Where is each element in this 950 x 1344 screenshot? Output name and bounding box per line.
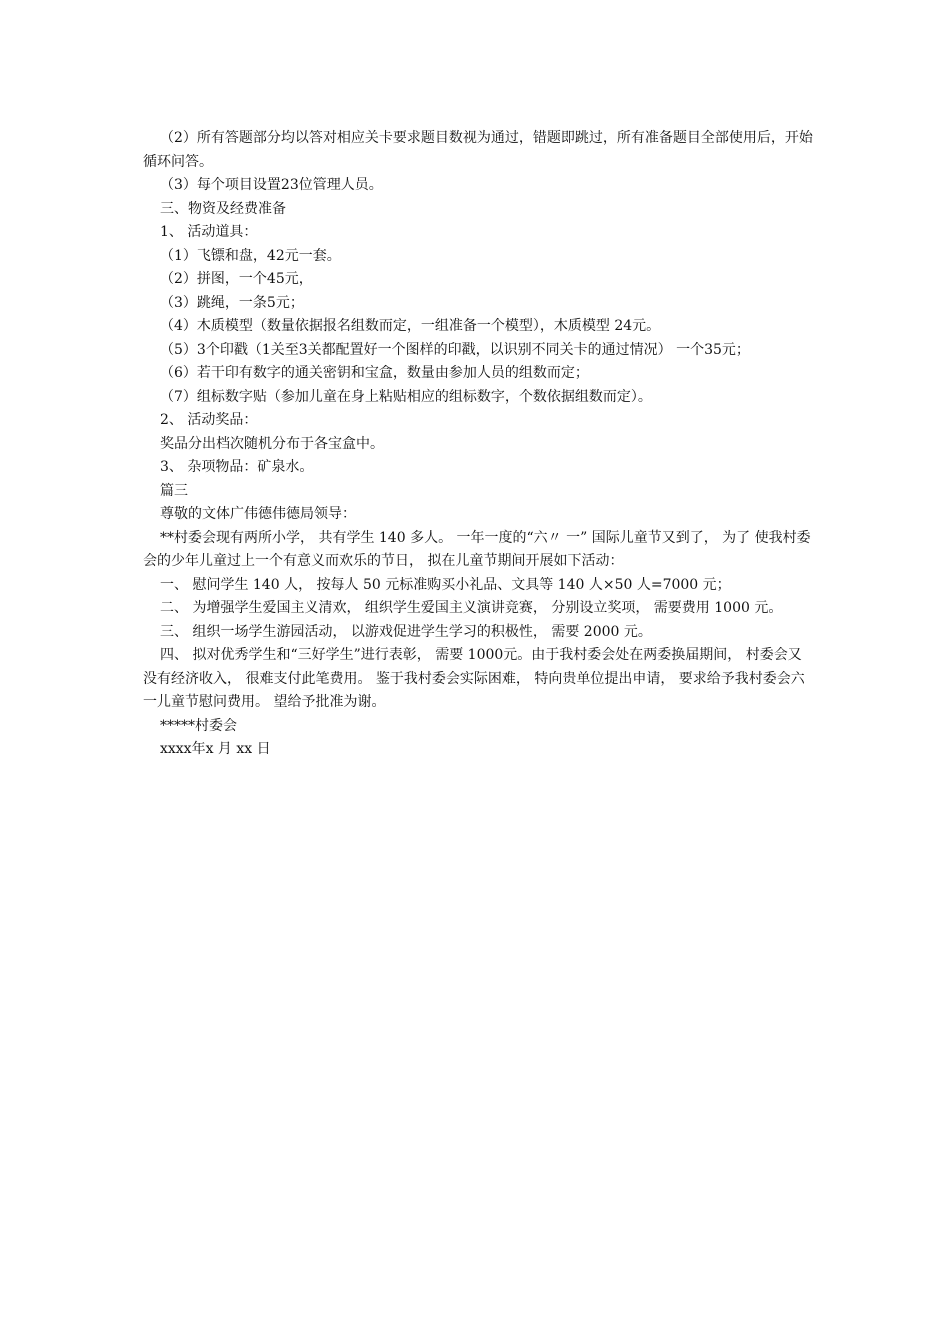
paragraph-answer-rule: （2）所有答题部分均以答对相应关卡要求题目数视为通过，错题即跳过，所有准备题目全部使用后，开始循环问答。 <box>143 130 813 170</box>
activity-item-4: 四、 拟对优秀学生和“三好学生”进行表彰， 需要 1000元。由于我村委会处在两委换届期间， 村委会又没有经济收入， 很难支付此笔费用。 鉴于我村委会实际困难， 特向贵单位提出申请， 要求给予我村委会六一儿童节慰问费用。 望给予批准为谢。 <box>143 647 805 710</box>
salutation: 尊敬的文体广伟德伟德局领导： <box>160 506 356 522</box>
list-item-stamps: （5）3个印戳（1关至3关都配置好一个图样的印戳，以识别不同关卡的通过情况） 一个35元； <box>160 341 750 358</box>
list-item-darts: （1）飞镖和盘，42元一套。 <box>160 247 341 264</box>
document-body <box>143 127 815 762</box>
signature: *****村委会 <box>160 717 237 734</box>
paragraph-prizes: 奖品分出档次随机分布于各宝盒中。 <box>160 435 384 452</box>
paragraph-intro: **村委会现有两所小学， 共有学生 140 多人。 一年一度的“六〃 一” 国际儿童节又到了， 为了 使我村委会的少年儿童过上一个有意义而欢乐的节日， 拟在儿童节期间开展如下活动： <box>143 529 811 569</box>
list-item-rope: （3）跳绳，一条5元； <box>160 294 304 311</box>
section-heading-materials: 三、物资及经费准备 <box>160 200 286 217</box>
subheading-prizes: 2、 活动奖品： <box>160 412 258 428</box>
list-item-stickers: （7）组标数字贴（参加儿童在身上粘贴相应的组标数字，个数依据组数而定）。 <box>160 388 652 405</box>
activity-item-1: 一、 慰问学生 140 人， 按每人 50 元标准购买小礼品、文具等 140 人×50 人=7000 元； <box>160 576 731 593</box>
activity-item-2: 二、 为增强学生爱国主义清欢， 组织学生爱国主义演讲竞赛， 分别设立奖项， 需要费用 1000 元。 <box>160 600 783 616</box>
list-item-puzzle: （2）拼图，一个45元， <box>160 271 313 287</box>
subheading-misc: 3、 杂项物品：矿泉水。 <box>160 459 314 475</box>
paragraph-staff: （3）每个项目设置23位管理人员。 <box>160 177 383 193</box>
chapter-heading: 篇三 <box>160 482 188 499</box>
subheading-props: 1、 活动道具： <box>160 224 258 240</box>
activity-item-3: 三、 组织一场学生游园活动， 以游戏促进学生学习的积极性， 需要 2000 元。 <box>160 623 652 640</box>
date-line: xxxx年x 月 xx 日 <box>160 741 271 757</box>
list-item-keys: （6）若干印有数字的通关密钥和宝盒，数量由参加人员的组数而定； <box>160 365 589 381</box>
list-item-wood-model: （4）木质模型（数量依据报名组数而定，一组准备一个模型），木质模型 24元。 <box>160 318 661 334</box>
